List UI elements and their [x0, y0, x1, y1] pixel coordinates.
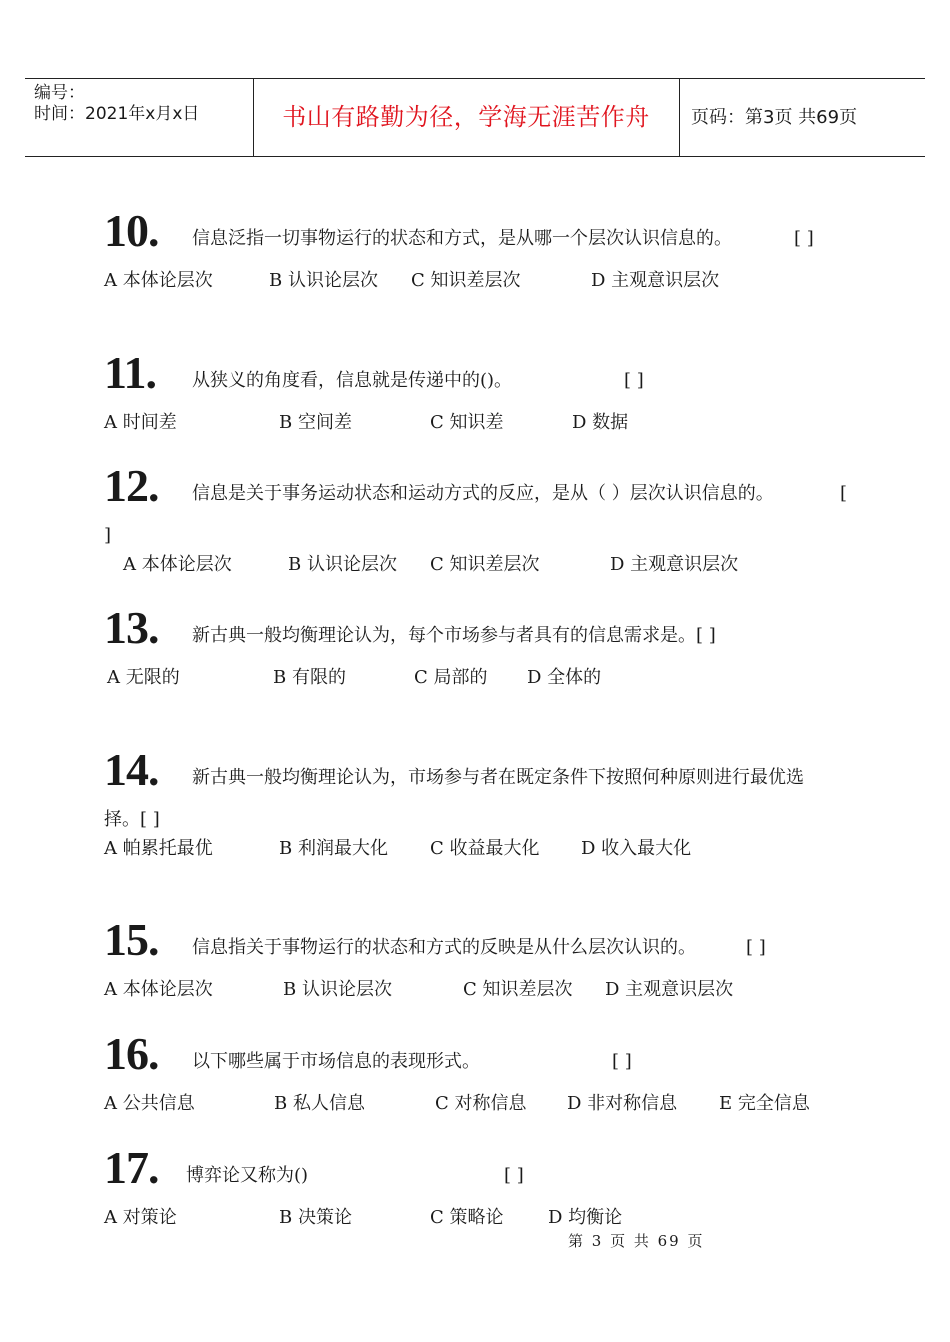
option-c: C 知识差 [430, 412, 504, 433]
answer-bracket: [ ] [746, 937, 766, 958]
option-d: D 收入最大化 [581, 838, 692, 859]
option-b: B 利润最大化 [279, 838, 388, 859]
option-e: E 完全信息 [719, 1093, 810, 1114]
option-c: C 对称信息 [435, 1093, 527, 1114]
question-text: 新古典一般均衡理论认为，市场参与者在既定条件下按照何种原则进行最优选 [192, 767, 804, 788]
question-number: 12. [104, 460, 159, 511]
question-text: 信息指关于事物运行的状态和方式的反映是从什么层次认识的。 [192, 937, 696, 958]
question-number: 16. [104, 1028, 159, 1079]
option-c: C 策略论 [430, 1207, 504, 1228]
date-label: 时间：2021年x月x日 [34, 104, 200, 124]
option-d: D 主观意识层次 [610, 554, 739, 575]
question-text: 从狭义的角度看，信息就是传递中的()。 [192, 370, 513, 391]
answer-bracket-open: [ [840, 483, 848, 504]
option-d: D 数据 [572, 412, 629, 433]
option-c: C 知识差层次 [463, 979, 573, 1000]
header-motto: 书山有路勤为径，学海无涯苦作舟 [282, 103, 650, 131]
option-b: B 有限的 [273, 667, 346, 688]
answer-bracket: [ ] [504, 1165, 524, 1186]
question-text-continued: 择。[ ] [104, 809, 160, 830]
option-a: A 时间差 [104, 412, 177, 433]
option-d: D 主观意识层次 [591, 270, 720, 291]
header-page-info: 页码：第3页 共69页 [691, 107, 858, 128]
question-number: 14. [104, 744, 159, 795]
question-text: 博弈论又称为() [186, 1165, 309, 1186]
option-a: A 无限的 [107, 667, 180, 688]
page-footer: 第 3 页 共 69 页 [568, 1232, 705, 1250]
option-c: C 局部的 [414, 667, 488, 688]
question-text: 信息是关于事务运动状态和运动方式的反应，是从（ ）层次认识信息的。 [192, 483, 774, 504]
option-b: B 认识论层次 [269, 270, 378, 291]
option-b: B 认识论层次 [283, 979, 392, 1000]
option-d: D 均衡论 [548, 1207, 623, 1228]
question-number: 13. [104, 602, 159, 653]
option-b: B 空间差 [279, 412, 352, 433]
option-a: A 帕累托最优 [104, 838, 213, 859]
option-b: B 决策论 [279, 1207, 352, 1228]
question-number: 10. [104, 205, 159, 256]
option-d: D 主观意识层次 [605, 979, 734, 1000]
option-c: C 知识差层次 [430, 554, 540, 575]
header-divider [679, 79, 680, 156]
header-meta [34, 83, 199, 125]
question-text: 以下哪些属于市场信息的表现形式。 [192, 1051, 480, 1072]
option-a: A 本体论层次 [104, 270, 213, 291]
option-a: A 公共信息 [104, 1093, 195, 1114]
option-b: B 私人信息 [274, 1093, 365, 1114]
option-b: B 认识论层次 [288, 554, 397, 575]
question-text: 信息泛指一切事物运行的状态和方式，是从哪一个层次认识信息的。 [192, 228, 732, 249]
option-a: A 对策论 [104, 1207, 177, 1228]
option-d: D 全体的 [527, 667, 602, 688]
question-number: 15. [104, 914, 159, 965]
question-number: 17. [104, 1142, 159, 1193]
option-a: A 本体论层次 [123, 554, 232, 575]
answer-bracket: [ ] [612, 1051, 632, 1072]
page-header [25, 78, 925, 157]
answer-bracket-close: ] [104, 525, 112, 546]
answer-bracket: [ ] [794, 228, 814, 249]
answer-bracket: [ ] [624, 370, 644, 391]
option-d: D 非对称信息 [567, 1093, 678, 1114]
question-number: 11. [104, 347, 156, 398]
question-text: 新古典一般均衡理论认为，每个市场参与者具有的信息需求是。[ ] [192, 625, 716, 646]
code-label: 编号： [34, 83, 85, 103]
option-c: C 收益最大化 [430, 838, 540, 859]
option-a: A 本体论层次 [104, 979, 213, 1000]
option-c: C 知识差层次 [411, 270, 521, 291]
